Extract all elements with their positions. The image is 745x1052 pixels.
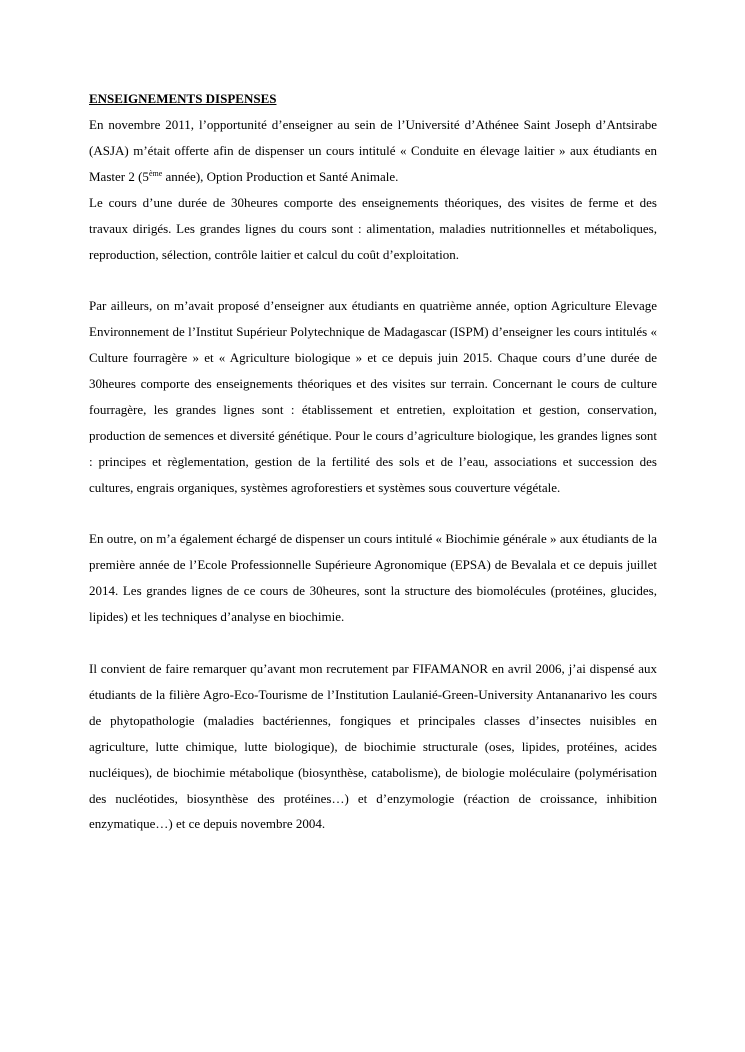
- paragraph-asja-text-end: année), Option Production et Santé Animale.: [162, 168, 399, 184]
- paragraph-asja: [89, 112, 657, 190]
- paragraph-course-details: Le cours d’une durée de 30heures comporte des enseignements théoriques, des visites de ferme et des travaux dirigés. Les grandes lignes du cours sont : alimentation, maladies nutritionnelles et métaboliques, reproduction, sélection, contrôle laitier et calcul du coût d’exploitation.: [89, 194, 657, 262]
- paragraph-ispm: Par ailleurs, on m’avait proposé d’enseigner aux étudiants en quatrième année, option Agriculture Elevage Environnement de l’Institut Supérieur Polytechnique de Madagascar (ISPM) d’enseigner les cours intitulés « Culture fourragère » et « Agriculture biologique » et ce depuis juin 2015. Chaque cours d’une durée de 30heures comporte des enseignements théoriques et des visites sur terrain. Concernant le cours de culture fourragère, les grandes lignes sont : établissement et entretien, exploitation et gestion, conservation, production de semences et diversité génétique. Pour le cours d’agriculture biologique, les grandes lignes sont : principes et règlementation, gestion de la fertilité des sols et de l’eau, associations et succession des cultures, engrais organiques, systèmes agroforestiers et systèmes sous couverture végétale.: [89, 298, 657, 495]
- paragraph-epsa: En outre, on m’a également échargé de dispenser un cours intitulé « Biochimie générale » aux étudiants de la première année de l’Ecole Professionnelle Supérieure Agronomique (EPSA) de Bevalala et ce depuis juillet 2014. Les grandes lignes de ce cours de 30heures, sont la structure des biomolécules (protéines, glucides, lipides) et les techniques d’analyse en biochimie.: [89, 531, 657, 625]
- document-page: [89, 86, 657, 837]
- paragraph-laulanie: Il convient de faire remarquer qu’avant mon recrutement par FIFAMANOR en avril 2006, j’ai dispensé aux étudiants de la filière Agro-Eco-Tourisme de l’Institution Laulanié-Green-University Antananarivo les cours de phytopathologie (maladies bactériennes, fongiques et principales classes d’insectes nuisibles en agriculture, lutte chimique, lutte biologique), de biochimie structurale (oses, lipides, protéines, acides nucléiques), de biochimie métabolique (biosynthèse, catabolisme), de biologie moléculaire (polymérisation des nucléotides, biosynthèse des protéines…) et d’enzymologie (réaction de croissance, inhibition enzymatique…) et ce depuis novembre 2004.: [89, 660, 657, 832]
- paragraph-asja-text-start: En novembre 2011, l’opportunité d’enseigner au sein de l’Université d’Athénee Saint Joseph d’Antsirabe (ASJA) m’était offerte afin de dispenser un cours intitulé « Conduite en élevage laitier » aux étudiants en Master 2 (5: [89, 117, 657, 184]
- superscript-eme: ème: [148, 168, 163, 178]
- section-title: ENSEIGNEMENTS DISPENSES: [89, 91, 277, 106]
